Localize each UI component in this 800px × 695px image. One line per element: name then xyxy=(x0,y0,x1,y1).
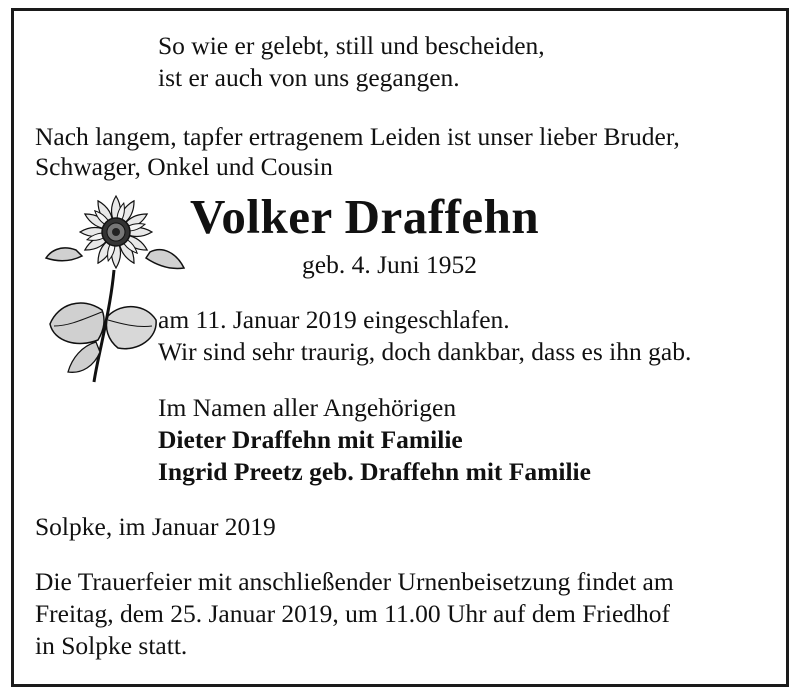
mourners-intro: Im Namen aller Angehörigen xyxy=(158,393,457,422)
funeral-line-3: in Solpke statt. xyxy=(35,631,188,660)
verse-line-2: ist er auch von uns gegangen. xyxy=(158,63,460,92)
mourner-name-2: Ingrid Preetz geb. Draffehn mit Familie xyxy=(158,457,591,486)
funeral-line-1: Die Trauerfeier mit anschließender Urnenbeisetzung findet am xyxy=(35,567,674,596)
mourner-name-1: Dieter Draffehn mit Familie xyxy=(158,425,463,454)
place-date: Solpke, im Januar 2019 xyxy=(35,512,276,541)
deceased-name: Volker Draffehn xyxy=(190,189,540,244)
funeral-line-2: Freitag, dem 25. Januar 2019, um 11.00 Uhr auf dem Friedhof xyxy=(35,599,671,628)
birth-date: geb. 4. Juni 1952 xyxy=(302,250,477,279)
intro-line-2: Schwager, Onkel und Cousin xyxy=(35,152,333,181)
intro-line-1: Nach langem, tapfer ertragenem Leiden ist unser lieber Bruder, xyxy=(35,122,680,151)
death-line-1: am 11. Januar 2019 eingeschlafen. xyxy=(158,305,510,334)
verse-line-1: So wie er gelebt, still und bescheiden, xyxy=(158,31,545,60)
death-line-2: Wir sind sehr traurig, doch dankbar, dass es ihn gab. xyxy=(158,337,692,366)
